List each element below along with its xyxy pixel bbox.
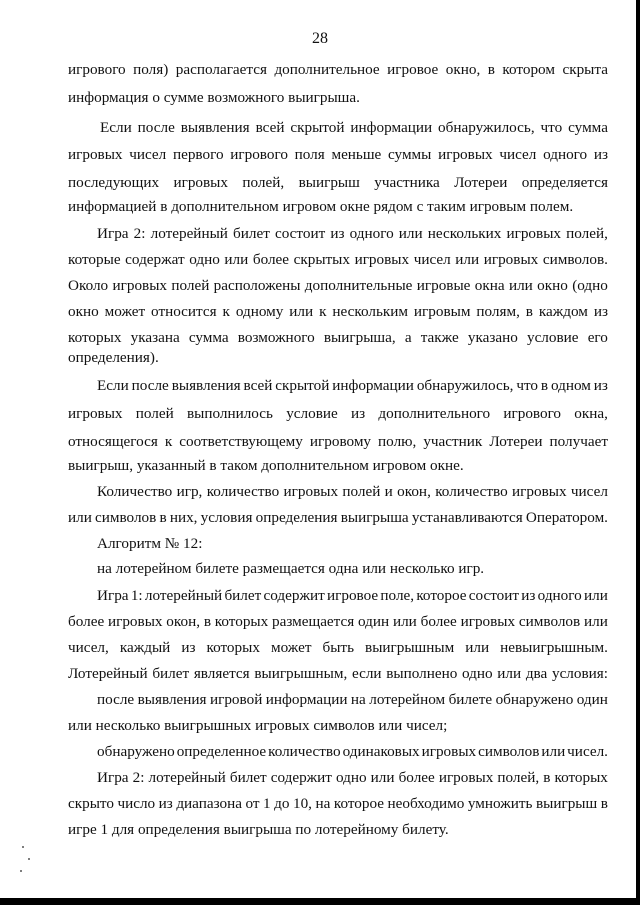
word: символов [478, 743, 540, 760]
word: более [252, 251, 290, 268]
word: в [525, 303, 533, 320]
word: обнаружилось, [416, 377, 514, 394]
word: одного [537, 587, 582, 604]
word: полей, [566, 225, 608, 242]
text-line: Алгоритм № 12: [97, 535, 203, 552]
word: более [420, 613, 457, 630]
word: 1: [130, 587, 143, 604]
word: невыигрышным. [500, 639, 608, 656]
word: из [330, 225, 345, 242]
word: выявления [171, 377, 241, 394]
word: количество [268, 743, 341, 760]
word: из [351, 405, 366, 422]
word: поля [294, 146, 325, 163]
word: более [398, 769, 435, 786]
word: поле, [380, 587, 415, 604]
word: Количество [97, 483, 173, 500]
word: из [593, 146, 608, 163]
word: игровых [460, 613, 516, 630]
word: 1 [263, 795, 271, 812]
word: них, [169, 509, 198, 526]
word: полей, [242, 174, 285, 191]
word: состоит [468, 587, 519, 604]
word: Около [68, 277, 109, 294]
word: игровых [438, 146, 493, 163]
word: выигрыша, [323, 329, 396, 346]
word: игровое [387, 61, 439, 78]
text-line [68, 173, 608, 193]
word: лотерейный [150, 225, 228, 242]
text-line [97, 376, 608, 396]
word: на [350, 691, 366, 708]
word: обнаружено [495, 691, 574, 708]
word: указана [130, 329, 180, 346]
word: Игра [97, 587, 129, 604]
scan-edge-right [636, 0, 640, 905]
text-line [68, 664, 608, 684]
word: его [587, 329, 608, 346]
word: лотерейном [369, 691, 446, 708]
word: из [181, 639, 196, 656]
word: из [593, 303, 608, 320]
word: диапазона [176, 795, 242, 812]
word: Если [97, 377, 129, 394]
text-line: информацией в дополнительном игровом окне рядом с таким игровым полем. [68, 198, 574, 215]
word: одном [550, 377, 591, 394]
word: из [521, 587, 536, 604]
word: скрыта [562, 61, 608, 78]
word: которое [416, 587, 467, 604]
word: быть [322, 639, 354, 656]
word: билет [229, 769, 267, 786]
word: полей [135, 405, 174, 422]
word: необходимо [387, 795, 465, 812]
word: окон, [166, 613, 201, 630]
word: участника [374, 174, 440, 191]
word: символов [95, 509, 157, 526]
word: игровому [309, 433, 372, 450]
word: содержат [125, 251, 185, 268]
word: Лотереи [454, 174, 508, 191]
word: в [540, 377, 549, 394]
word: или [392, 613, 417, 630]
word: из [593, 377, 608, 394]
word: которых [206, 639, 260, 656]
word: каждый [119, 639, 171, 656]
word: или [584, 613, 608, 630]
word: лотерейный [148, 769, 226, 786]
word: Лотерейный [68, 665, 148, 682]
word: игровым [413, 303, 471, 320]
word: до [274, 795, 290, 812]
text-line [97, 586, 608, 606]
word: одного [543, 146, 588, 163]
word: выигрышным [365, 639, 455, 656]
text-line [68, 302, 608, 322]
word: игровых [283, 483, 339, 500]
word: нескольких [427, 225, 502, 242]
word: или [455, 251, 480, 268]
word: чисел [499, 146, 537, 163]
word: к [222, 303, 230, 320]
text-line [97, 224, 608, 244]
word: к [319, 303, 327, 320]
text-line: или несколько выигрышных игровых символов или чисел; [68, 717, 448, 734]
word: размещается [272, 613, 355, 630]
word: суммы [388, 146, 432, 163]
word: игрового [68, 61, 126, 78]
word: билет [224, 587, 262, 604]
word: или [584, 587, 608, 604]
word: два [525, 665, 548, 682]
word: и [384, 483, 393, 500]
word: выигрыша [340, 509, 409, 526]
word: игровых [173, 174, 228, 191]
word: или [497, 665, 522, 682]
word: или [398, 225, 423, 242]
word: участник [423, 433, 483, 450]
word: одно [189, 251, 220, 268]
text-line: определения). [68, 349, 159, 366]
word: символов. [542, 251, 608, 268]
word: меньше [331, 146, 382, 163]
word: умножить [467, 795, 533, 812]
word: окно, [445, 61, 481, 78]
word: 2: [133, 225, 146, 242]
word: чисел [129, 146, 167, 163]
word: после [137, 119, 175, 136]
word: из [158, 795, 173, 812]
word: окон, [397, 483, 431, 500]
word: полю, [378, 433, 417, 450]
word: состоит [274, 225, 326, 242]
word: полей [171, 277, 210, 294]
word: игровые [416, 277, 471, 294]
word: всей [243, 377, 273, 394]
word: выполнено [386, 665, 458, 682]
word: условия [200, 509, 253, 526]
word: относится [151, 303, 217, 320]
word: полей, [497, 769, 540, 786]
word: или [370, 769, 395, 786]
word: выигрыш [535, 795, 598, 812]
word: скрыто [68, 795, 114, 812]
word: которых [554, 769, 608, 786]
word: скрытой [290, 119, 345, 136]
text-line [68, 404, 608, 424]
word: выполнилось [186, 405, 273, 422]
word: окно [537, 277, 568, 294]
word: дополнительного [378, 405, 491, 422]
word: игровых [68, 146, 123, 163]
text-line [68, 794, 608, 814]
word: одно [336, 769, 367, 786]
word: количество [206, 483, 280, 500]
word: лотерейный [144, 587, 223, 604]
text-line [68, 432, 608, 452]
word: каждом [538, 303, 588, 320]
word: в [203, 613, 211, 630]
word: всей [255, 119, 285, 136]
text-line [97, 482, 608, 502]
word: в [600, 795, 608, 812]
word: в [543, 769, 551, 786]
word: что [516, 377, 538, 394]
text-line [97, 690, 608, 710]
word: число [117, 795, 156, 812]
word: последующих [68, 174, 160, 191]
word: игровых [421, 743, 477, 760]
word: получает [549, 433, 608, 450]
word: относящегося [68, 433, 158, 450]
word: от [245, 795, 260, 812]
word: окно [68, 303, 99, 320]
word: после [131, 377, 169, 394]
word: содержит [270, 769, 332, 786]
word: или [465, 639, 490, 656]
text-line [68, 508, 608, 528]
word: одного [349, 225, 394, 242]
word: в [159, 509, 167, 526]
word: (одно [572, 277, 608, 294]
word: содержит [263, 587, 325, 604]
word: сумма [188, 329, 229, 346]
word: обнаружено [97, 743, 175, 760]
word: символов [518, 613, 581, 630]
word: условие [526, 329, 579, 346]
word: информации [265, 691, 348, 708]
text-line: игре 1 для определения выигрыша по лотерейному билету. [68, 821, 449, 838]
word: одно [462, 665, 493, 682]
text-line [68, 612, 608, 632]
word: после [97, 691, 135, 708]
word: игровых [112, 277, 168, 294]
word: условие [286, 405, 338, 422]
word: выявления [180, 119, 250, 136]
word: соответствующему [179, 433, 303, 450]
text-line [68, 328, 608, 348]
word: информации [350, 119, 433, 136]
word: чисел, [68, 639, 109, 656]
word: сумма [568, 119, 608, 136]
word: Лотереи [489, 433, 543, 450]
word: возможного [237, 329, 315, 346]
word: 2: [132, 769, 145, 786]
word: на [315, 795, 331, 812]
word: может [270, 639, 312, 656]
word: Игра [97, 769, 129, 786]
word: игр, [176, 483, 203, 500]
word: или [289, 303, 314, 320]
word: может [104, 303, 146, 320]
word: чисел. [567, 743, 608, 760]
word: 10, [292, 795, 312, 812]
word: Оператором. [525, 509, 608, 526]
word: к [164, 433, 173, 450]
word: билет [152, 665, 190, 682]
word: скрытых [293, 251, 350, 268]
word: что [540, 119, 563, 136]
word: игровых [483, 251, 539, 268]
word: указано [467, 329, 518, 346]
word: поля) [133, 61, 169, 78]
word: которых [68, 329, 122, 346]
word: или [508, 277, 533, 294]
word: дополнительные [304, 277, 413, 294]
word: игрового [230, 146, 288, 163]
word: также [420, 329, 459, 346]
text-line [68, 145, 608, 165]
word: полей [342, 483, 381, 500]
text-line [97, 768, 608, 788]
word: Игра [97, 225, 129, 242]
word: определенное [176, 743, 267, 760]
word: билет [233, 225, 270, 242]
word: один [576, 691, 608, 708]
word: одинаковых [342, 743, 420, 760]
word: окна, [574, 405, 608, 422]
scan-speck [20, 870, 22, 872]
word: первого [172, 146, 224, 163]
word: располагается [175, 61, 267, 78]
word: игровых [438, 769, 494, 786]
word: нескольким [332, 303, 408, 320]
word: билете [448, 691, 493, 708]
word: Если [100, 119, 132, 136]
word: одному [235, 303, 284, 320]
text-line: на лотерейном билете размещается одна или несколько игр. [97, 560, 485, 577]
text-line: выигрыш, указанный в таком дополнительном игровом окне. [68, 457, 464, 474]
word: количество [435, 483, 508, 500]
word: обнаружилось, [438, 119, 535, 136]
word: является [193, 665, 250, 682]
word: игровых [506, 225, 561, 242]
scan-speck [22, 846, 24, 848]
word: в [487, 61, 495, 78]
word: условия: [551, 665, 608, 682]
page-number: 28 [312, 30, 328, 47]
word: игровых [354, 251, 410, 268]
word: выигрышным, [254, 665, 348, 682]
word: игрового [503, 405, 562, 422]
word: чисел [413, 251, 451, 268]
word: скрытой [275, 377, 330, 394]
word: игровых [107, 613, 163, 630]
word: один [358, 613, 390, 630]
word: окна [474, 277, 505, 294]
word: чисел [570, 483, 608, 500]
word: расположены [213, 277, 301, 294]
word: игровых [68, 405, 123, 422]
text-line [68, 250, 608, 270]
word: или [541, 743, 566, 760]
word: которое [333, 795, 385, 812]
text-line [68, 60, 608, 80]
word: которых [214, 613, 269, 630]
word: информации [332, 377, 414, 394]
word: более [68, 613, 105, 630]
text-line: информация о сумме возможного выигрыша. [68, 89, 360, 106]
word: если [351, 665, 382, 682]
word: определения [255, 509, 338, 526]
word: игровой [209, 691, 263, 708]
text-line [68, 638, 608, 658]
scan-speck [28, 858, 30, 860]
text-line [97, 742, 608, 762]
word: игровых [512, 483, 567, 500]
word: определяется [521, 174, 608, 191]
text-line [100, 118, 608, 138]
scan-edge-bottom [0, 898, 640, 905]
text-line [68, 276, 608, 296]
word: полям, [476, 303, 520, 320]
word: выигрыш [298, 174, 360, 191]
word: котором [502, 61, 555, 78]
word: выявления [137, 691, 207, 708]
word: которые [68, 251, 121, 268]
word: устанавливаются [411, 509, 523, 526]
word: а [404, 329, 412, 346]
word: или [224, 251, 249, 268]
word: дополнительное [274, 61, 380, 78]
word: или [68, 509, 92, 526]
word: игровое [327, 587, 379, 604]
